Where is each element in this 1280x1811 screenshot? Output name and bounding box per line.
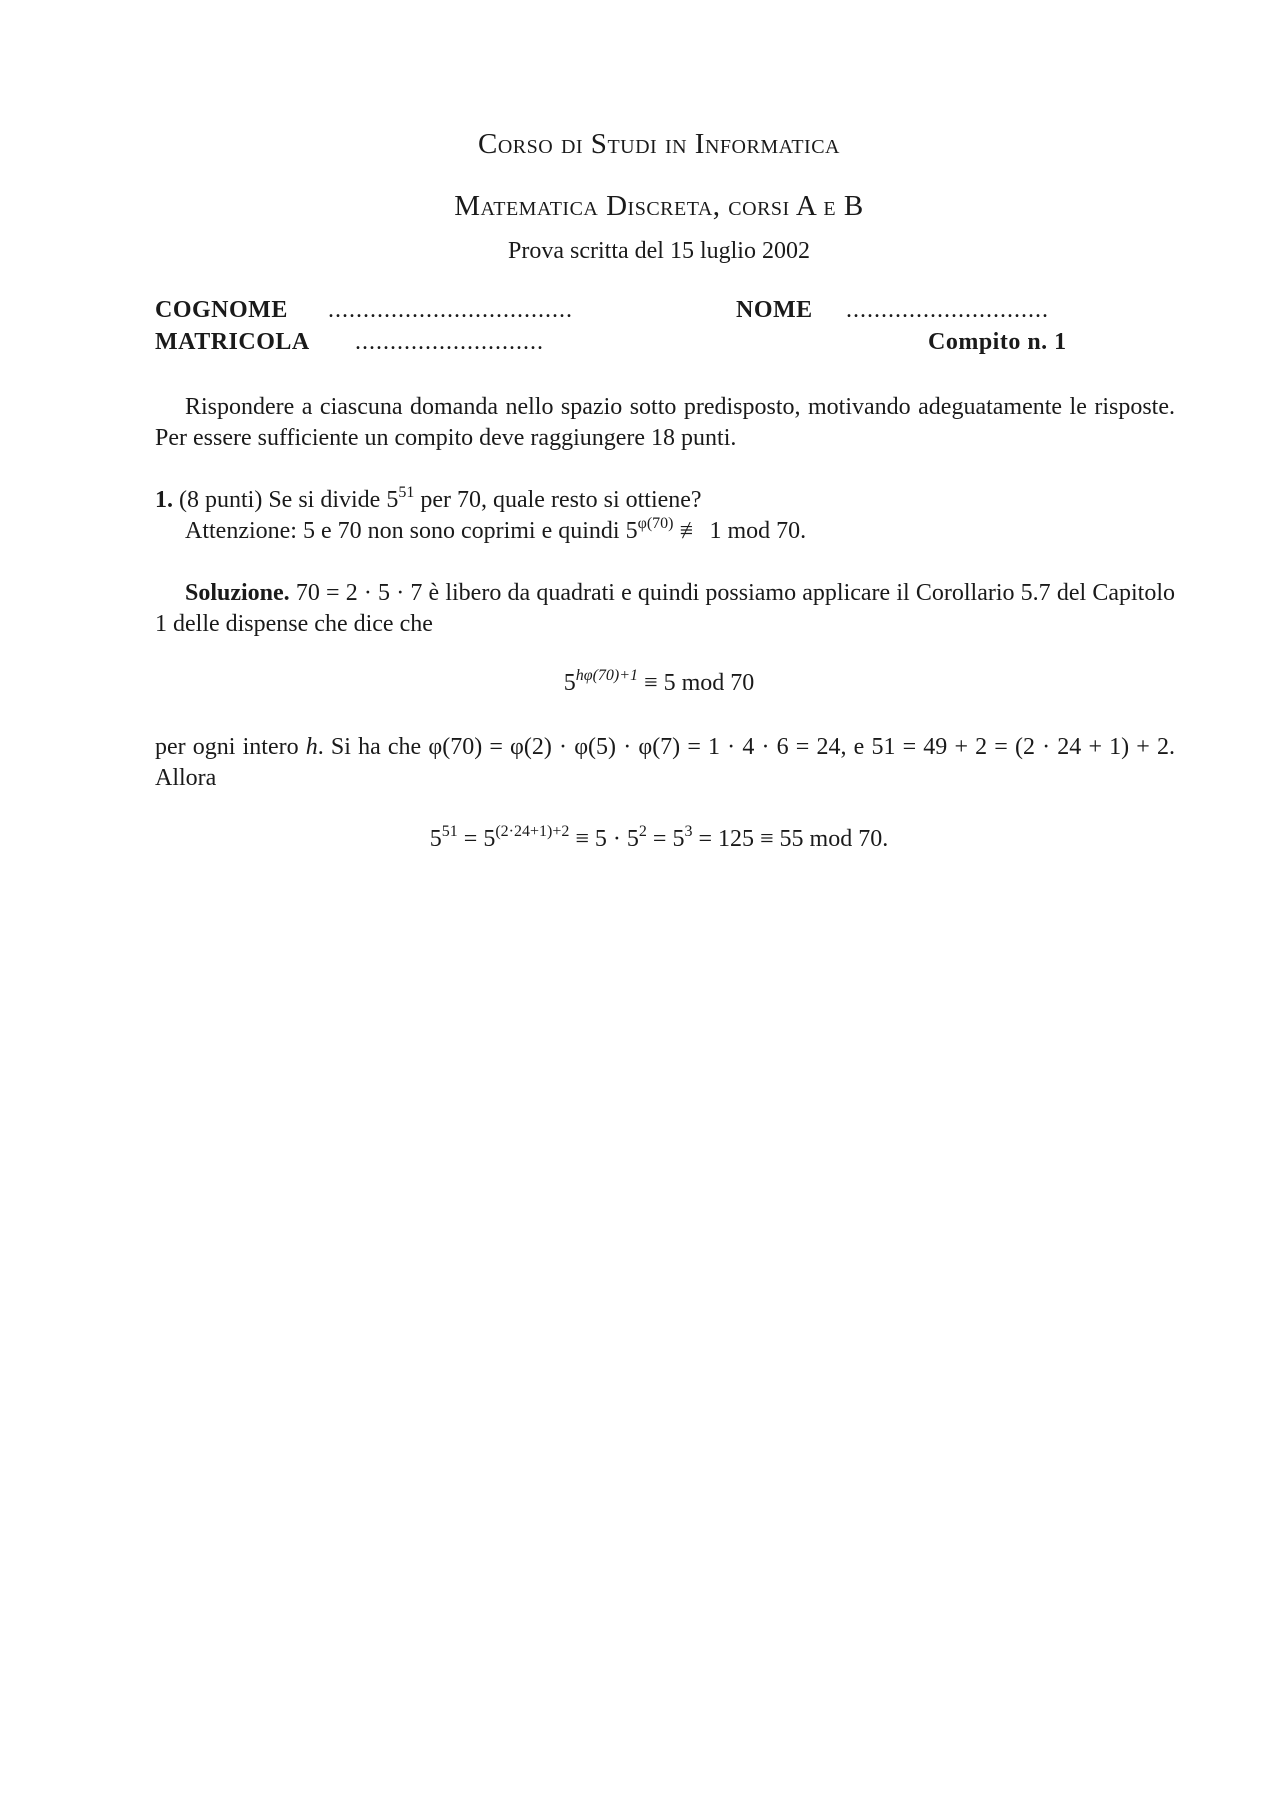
id-label: MATRICOLA xyxy=(155,329,310,355)
instructions: Rispondere a ciascuna domanda nello spazio sotto predisposto, motivando adeguatamente le risposte. Per essere sufficiente un compito deve raggiungere 18 punti. xyxy=(155,394,1175,451)
name-label: NOME xyxy=(736,297,813,323)
formula-1: $5^{h\varphi(70)+1} \equiv 5$ mod 70 xyxy=(563,667,755,696)
formula-2: $5^{51} = 5^{(2\cdot 24+1)+2} \equiv 5 \cdot 5^2 = 5^3 = 125 \equiv 55$ mod 70. xyxy=(429,823,889,852)
solution-paragraph-2: per ogni intero h. Si ha che φ(70) = φ(2) · φ(5) · φ(7) = 1 · 4 · 6 = 24, e 51 = 49 + 2 = (2 · 24 + 1) + 2. Allora xyxy=(155,734,1175,791)
solution-label: Soluzione. xyxy=(185,580,290,606)
surname-field[interactable]: ................................... xyxy=(328,297,573,323)
exam-date: Prova scritta del 15 luglio 2002 xyxy=(508,238,810,264)
exam-title: Matematica Discreta, corsi A e B xyxy=(454,190,864,222)
solution-text: 70 = 2 · 5 · 7 è libero da quadrati e quindi possiamo applicare il Corollario 5.7 del Capitolo 1 delle dispense che dice che xyxy=(155,580,1175,637)
id-field[interactable]: ........................... xyxy=(355,329,544,355)
paper-number: Compito n. 1 xyxy=(928,329,1067,355)
question-number: 1. xyxy=(155,487,173,513)
question-1 xyxy=(155,484,702,514)
surname-label: COGNOME xyxy=(155,297,288,323)
solution-paragraph xyxy=(155,578,1175,640)
course-title: Corso di Studi in Informatica xyxy=(478,128,840,160)
question-text: (8 punti) Se si divide $5^{51}$ per 70, quale resto si ottiene? xyxy=(179,484,702,513)
question-note: Attenzione: 5 e 70 non sono coprimi e quindi $5^{\varphi(70)}$ ≢ 1 mod 70. xyxy=(185,515,807,544)
name-field[interactable]: ............................. xyxy=(846,297,1049,323)
